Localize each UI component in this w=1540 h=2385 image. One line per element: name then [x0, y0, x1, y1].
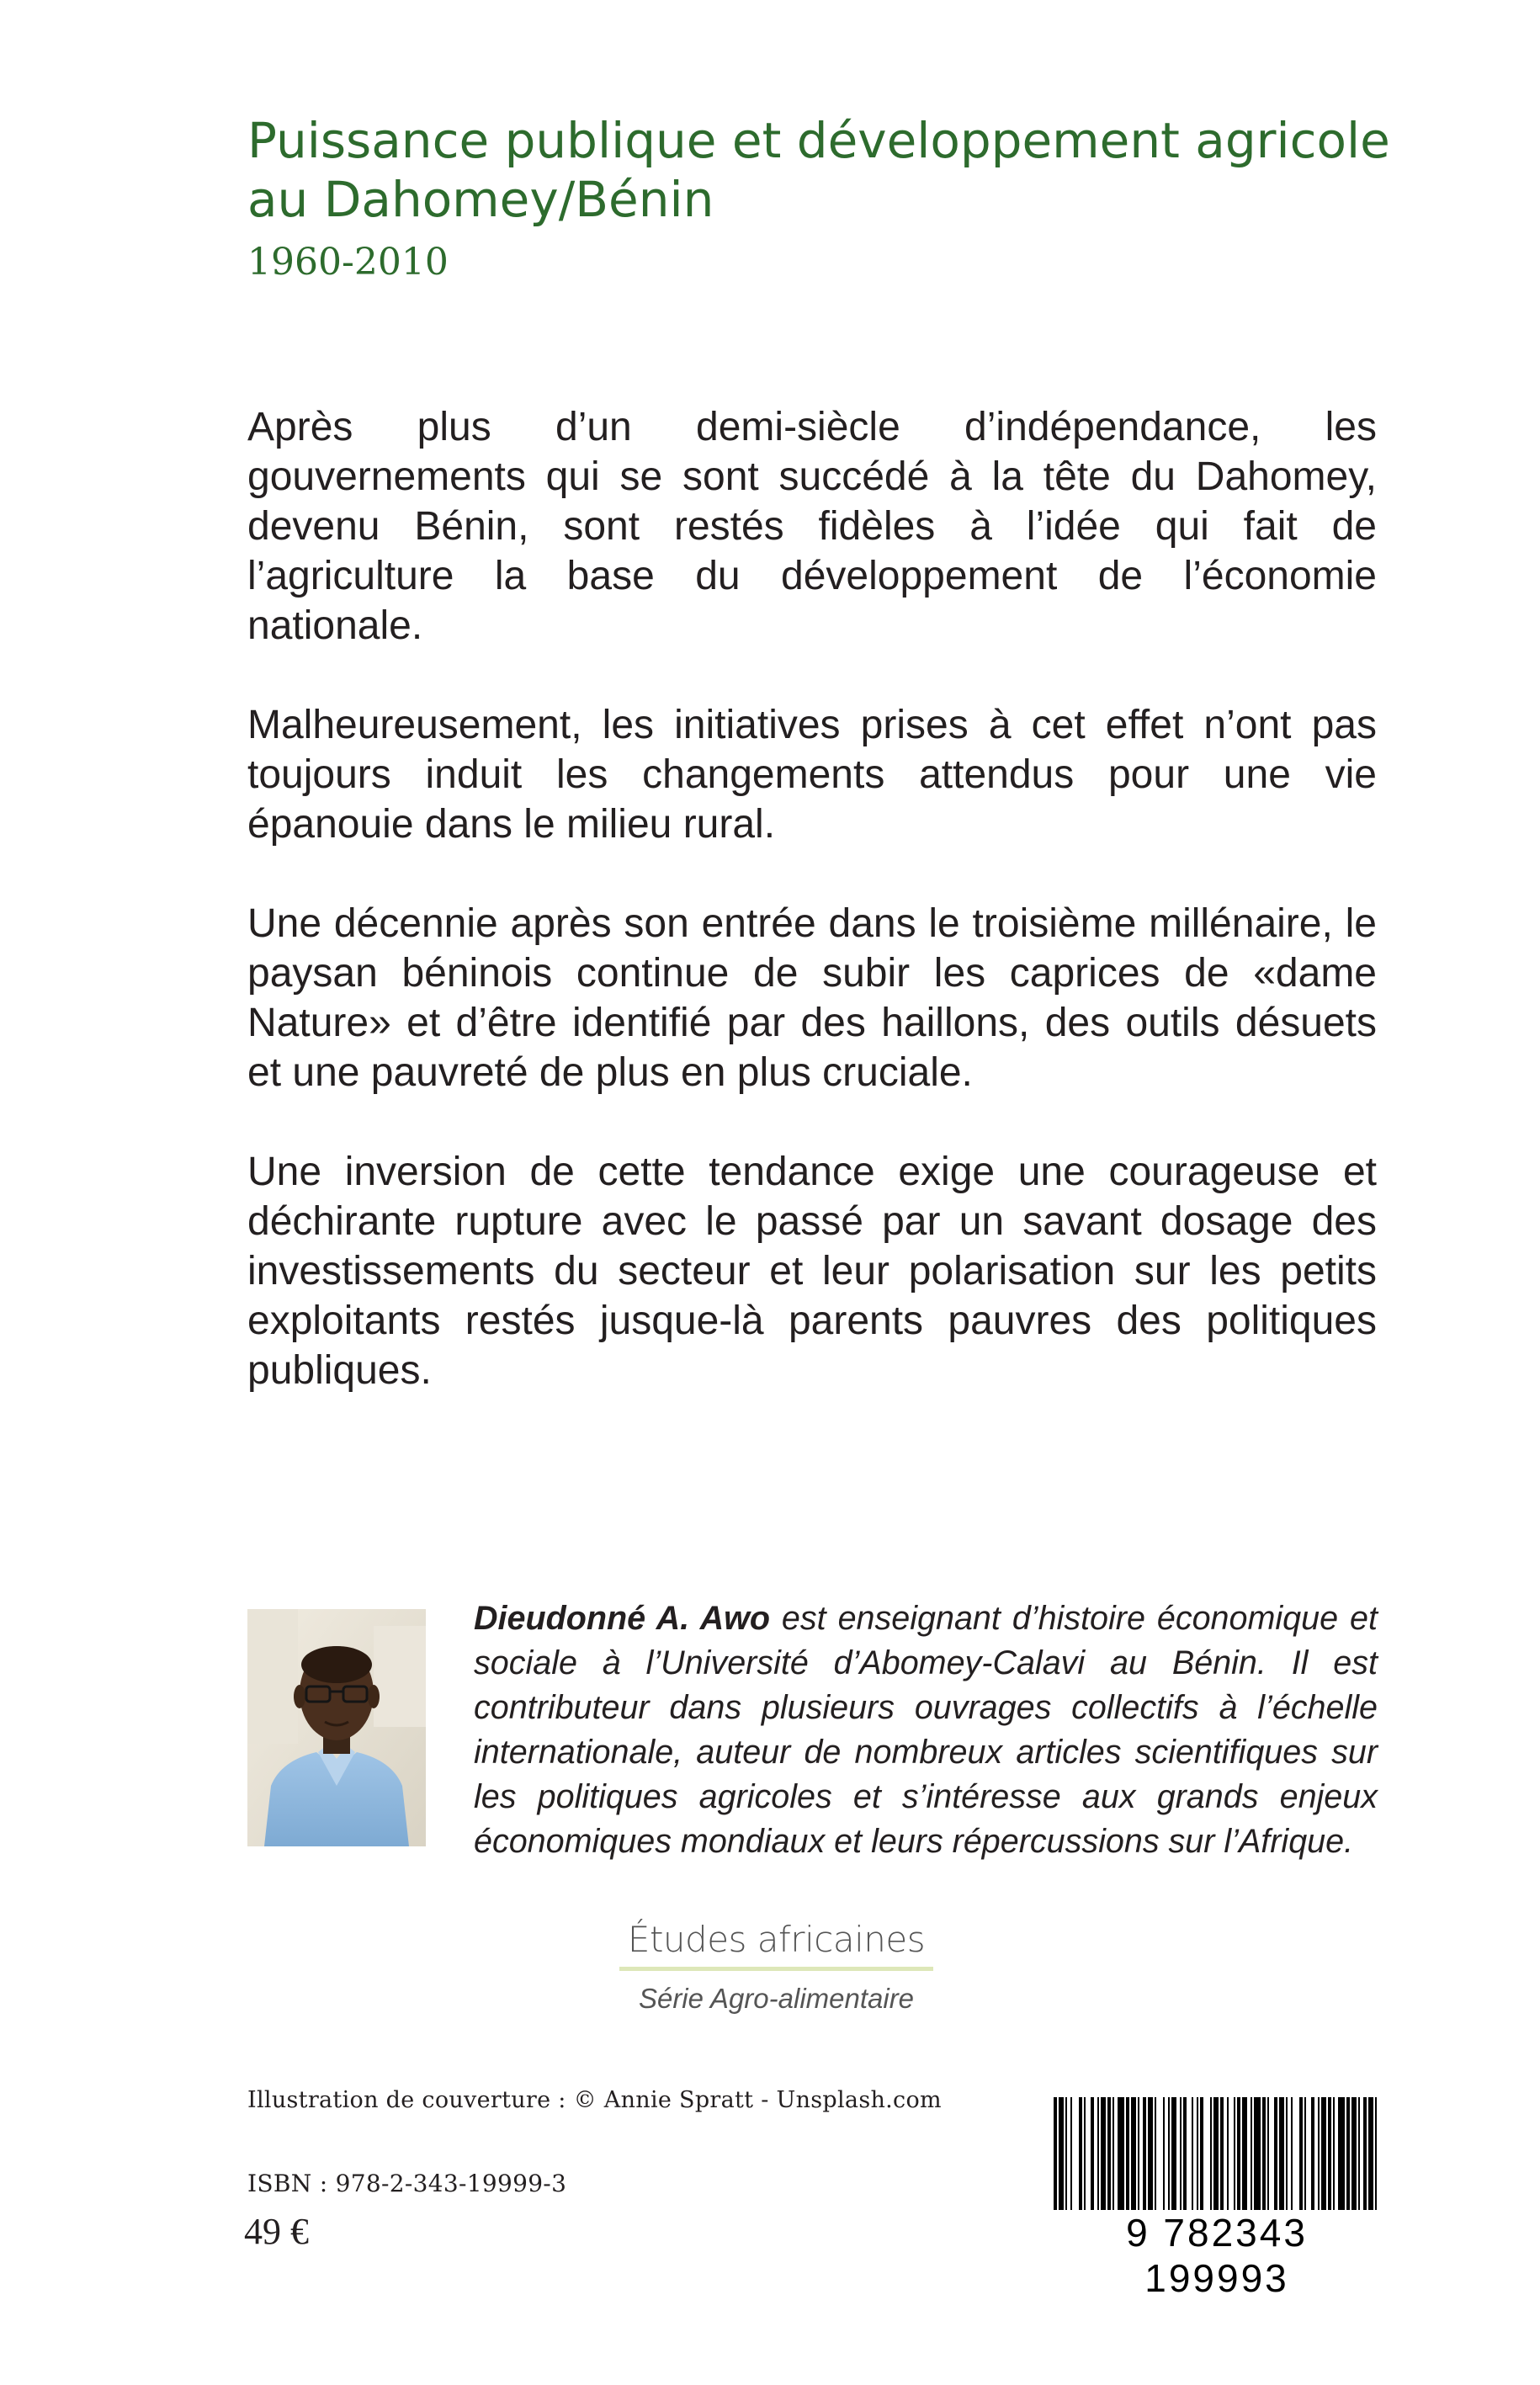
summary-paragraph-4: Une inversion de cette tendance exige une courageuse et déchirante rupture avec le passé par un savant dosage des investissements du secteur et leur polarisation sur les petits exploitants restés jusque-là parents pauvres des politiques publiques. [247, 1150, 1377, 1393]
price: 49 € [244, 2211, 309, 2252]
cover-illustration-credit: Illustration de couverture : © Annie Spratt - Unsplash.com [247, 2087, 942, 2113]
author-name: Dieudonné A. Awo [474, 1600, 770, 1637]
summary-paragraph-3: Une décennie après son entrée dans le troisième millénaire, le paysan béninois continue de subir les caprices de «dame Nature» et d’être identifié par des haillons, des outils désuets et une pauvreté de plus en plus cruciale. [247, 901, 1377, 1095]
isbn: ISBN : 978-2-343-19999-3 [247, 2170, 567, 2197]
subseries-name: Série Agro-alimentaire [638, 1983, 915, 2014]
series-name: Études africaines [619, 1919, 933, 1971]
back-cover-summary [247, 402, 1377, 1445]
summary-paragraph-1: Après plus d’un demi-siècle d’indépendance, les gouvernements qui se sont succédé à la tête du Dahomey, devenu Bénin, sont restés fidèles à l’idée qui fait de l’agriculture la base du développement de l’économie nationale. [247, 405, 1377, 648]
book-title-line-1: Puissance publique et développement agricole [247, 112, 1390, 169]
series-block [0, 1919, 1540, 2015]
book-title [247, 111, 1426, 229]
summary-paragraph-2: Malheureusement, les initiatives prises à cet effet n’ont pas toujours induit les changements attendus pour une vie épanouie dans le milieu rural. [247, 703, 1377, 847]
author-bio-text: est enseignant d’histoire économique et sociale à l’Université d’Abomey-Calavi au Bénin. Il est contributeur dans plusieurs ouvrages collectifs à l’échelle internationale, auteur de nombreux articles scientifiques sur les politiques agricoles et s’intéresse aux grands enjeux économiques mondiaux et leurs répercussions sur l’Afrique. [474, 1600, 1378, 1860]
author-bio [474, 1596, 1378, 1864]
book-dates: 1960-2010 [247, 241, 449, 284]
barcode-digits: 9 782343 199993 [1049, 2210, 1385, 2259]
author-photo [247, 1609, 426, 1846]
book-title-line-2: au Dahomey/Bénin [247, 171, 714, 228]
